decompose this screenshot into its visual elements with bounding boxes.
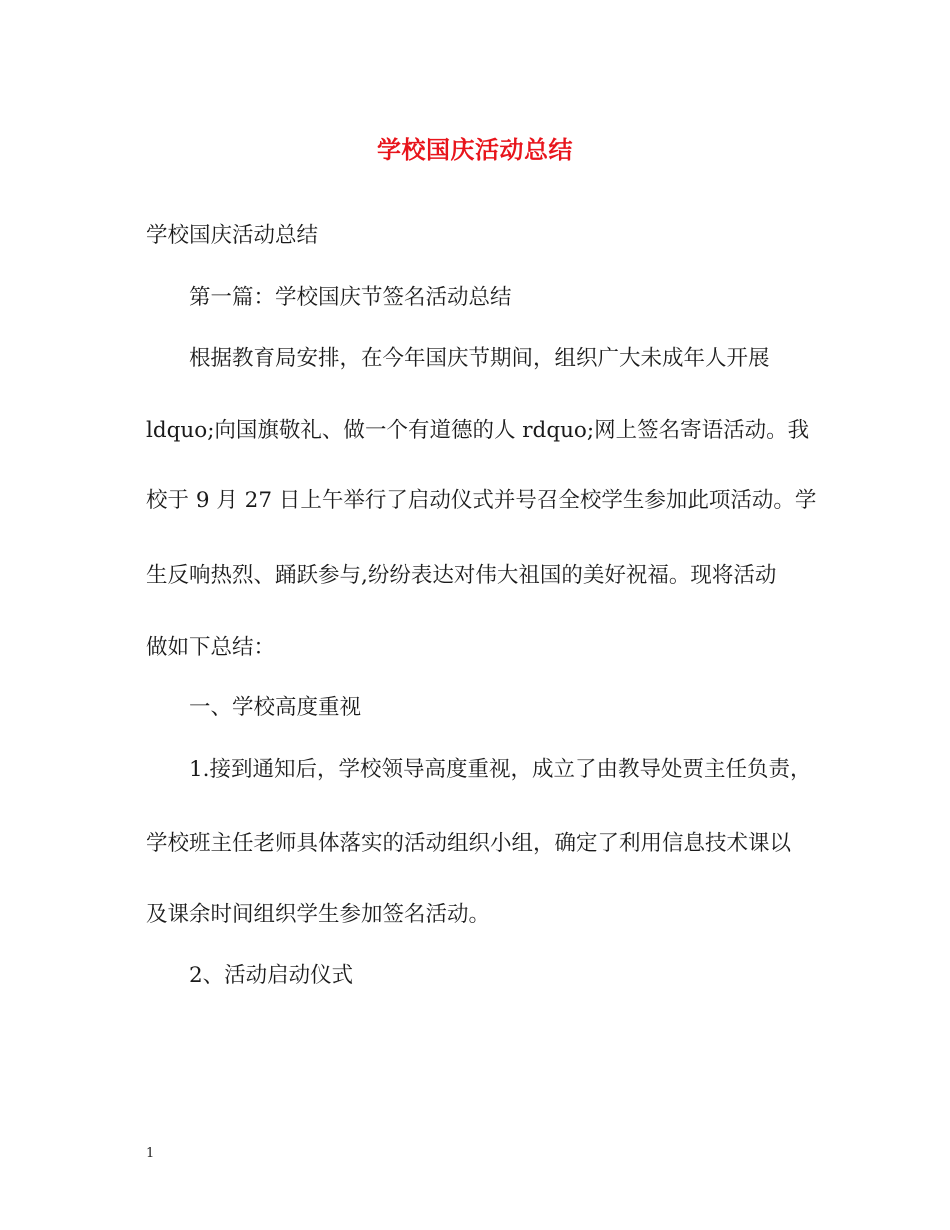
document-title: 学校国庆活动总结 [377, 135, 573, 164]
paragraph-line: 及课余时间组织学生参加签名活动。 [146, 902, 491, 927]
paragraph-line: 学校班主任老师具体落实的活动组织小组，确定了利用信息技术课以 [146, 831, 792, 856]
heading-line: 学校国庆活动总结 [146, 223, 319, 248]
section-heading: 一、学校高度重视 [189, 695, 362, 720]
section-heading: 2、活动启动仪式 [189, 963, 354, 988]
paragraph-line: 生反响热烈、踊跃参与,纷纷表达对伟大祖国的美好祝福。现将活动 [146, 563, 777, 588]
section-heading: 第一篇：学校国庆节签名活动总结 [189, 285, 512, 310]
paragraph-line: 做如下总结： [146, 635, 276, 660]
paragraph-line: 校于 9 月 27 日上午举行了启动仪式并号召全校学生参加此项活动。学 [146, 488, 817, 513]
page-number: 1 [146, 1146, 155, 1161]
paragraph-line: ldquo;向国旗敬礼、做一个有道德的人 rdquo;网上签名寄语活动。我 [146, 418, 810, 443]
paragraph-line: 1.接到通知后，学校领导高度重视，成立了由教导处贾主任负责， [189, 757, 812, 782]
paragraph-line: 根据教育局安排，在今年国庆节期间，组织广大未成年人开展 [189, 346, 770, 371]
